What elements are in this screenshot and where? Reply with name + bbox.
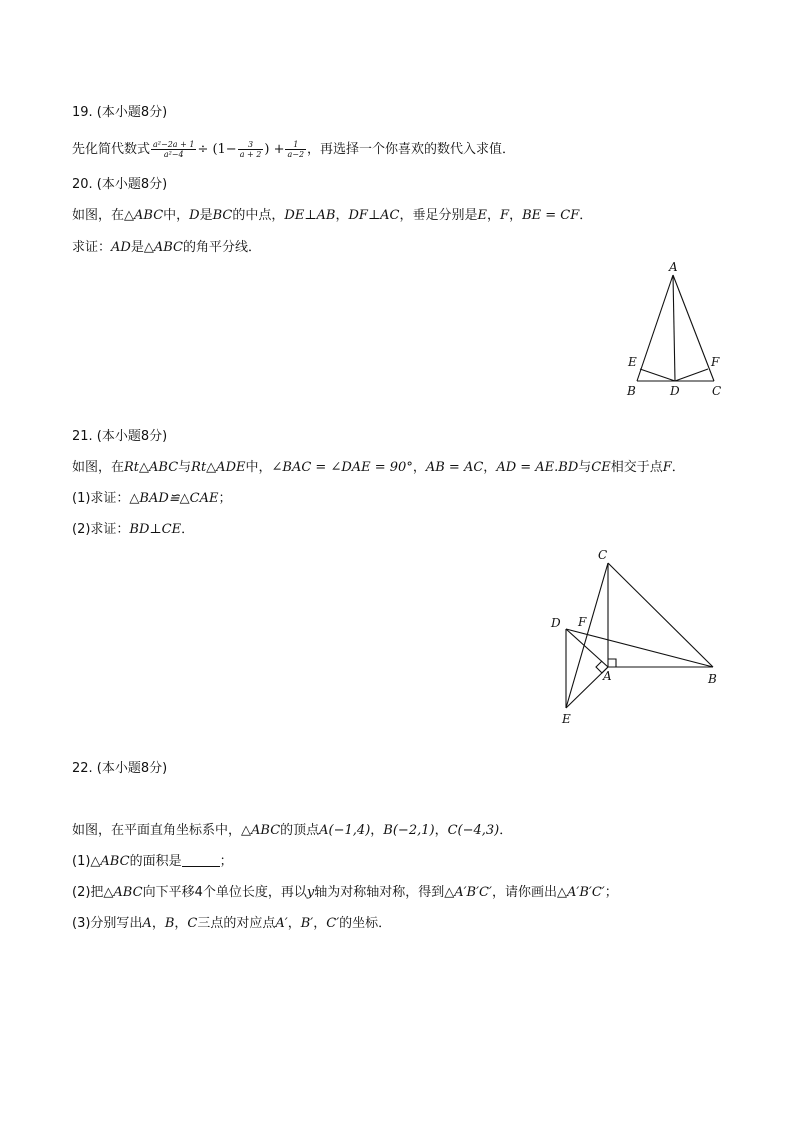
q22-math: △A′B′C′: [444, 885, 492, 900]
q19-frac3-numerator: 1: [285, 140, 306, 150]
q21-text: (2)求证：: [72, 522, 130, 537]
q22-math: C′: [326, 916, 340, 931]
q20-text: 如图，在: [72, 208, 125, 223]
q20-label-A: A: [669, 260, 678, 274]
q22-math: △ABC: [90, 854, 130, 869]
q20-text: ，: [335, 208, 349, 223]
q21-right-angle-mark-BAC: [608, 659, 616, 667]
q21-math: ∠BAC = ∠DAE = 90°: [271, 460, 413, 475]
q22-math: △A′B′C′: [556, 885, 605, 900]
q20-text: ，: [509, 208, 523, 223]
q20-text: 求证：: [72, 240, 112, 255]
q21-text: 与: [578, 460, 592, 475]
q22-text: (3)分别写出: [72, 916, 143, 931]
q21-label-D: D: [551, 616, 561, 630]
q20-text: 是: [199, 208, 213, 223]
q19-header: 19. (本小题8分): [72, 105, 168, 120]
q19-frac2-numerator: 3: [238, 140, 264, 150]
q22-math: A(−1,4): [319, 823, 371, 838]
q21-math: Rt△ABC: [124, 460, 179, 475]
q22-text: ，: [370, 823, 384, 838]
q22-line1: [72, 822, 512, 840]
q21-text: ，: [412, 460, 426, 475]
q21-text: ；: [218, 491, 232, 506]
q20-text: ，: [487, 208, 501, 223]
q19-mid: ) +: [264, 142, 285, 157]
q22-math: A′: [275, 916, 288, 931]
q22-part2: [72, 884, 618, 902]
q20-text: 中，: [163, 208, 190, 223]
q20-text: 的角平分线．: [182, 240, 261, 255]
q22-text: 的坐标．: [339, 916, 392, 931]
q22-math: △ABC: [103, 885, 143, 900]
q19-frac1-denominator: a²−4: [163, 150, 184, 159]
q21-text: 中，: [245, 460, 272, 475]
q21-text: 相交于点: [610, 460, 663, 475]
q19-prefix: 先化简代数式: [72, 142, 151, 157]
q22-math: C(−4,3): [447, 823, 500, 838]
q22-math: B: [164, 916, 175, 931]
q21-text: (1)求证：: [72, 491, 130, 506]
q22-text: 向下平移4个单位长度，再以: [142, 885, 307, 900]
q21-label-F: F: [578, 615, 587, 629]
q22-text: 的面积是: [129, 854, 182, 869]
q19-frac2-denominator: a + 2: [239, 150, 262, 159]
q20-label-B: B: [627, 384, 636, 398]
q22-part3: [72, 915, 391, 933]
q21-label-A: A: [603, 669, 612, 683]
q20-text: 是: [130, 240, 144, 255]
q21-text: 与: [178, 460, 192, 475]
q22-text: ，: [434, 823, 448, 838]
q20-label-F: F: [711, 355, 720, 369]
q21-text: ，: [483, 460, 497, 475]
q22-answer-blank[interactable]: [182, 854, 220, 867]
q21-text: ．: [671, 460, 685, 475]
q21-text: 如图，在: [72, 460, 125, 475]
q22-math: B′: [300, 916, 314, 931]
q22-math: y: [306, 885, 315, 900]
q22-text: ，: [174, 916, 188, 931]
q22-text: (2)把: [72, 885, 104, 900]
q19-frac3-denominator: a−2: [287, 150, 305, 159]
q21-label-B: B: [708, 672, 717, 686]
q20-math: DF⊥AC: [348, 208, 400, 223]
q21-segment-DB: [566, 629, 713, 667]
q21-math: AB = AC: [425, 460, 484, 475]
q20-label-E: E: [628, 355, 637, 369]
q21-text: ．: [181, 522, 195, 537]
q22-text: 如图，在平面直角坐标系中，: [72, 823, 242, 838]
q22-math: B(−2,1): [383, 823, 435, 838]
q21-math: F: [662, 460, 672, 475]
q22-math: C: [187, 916, 198, 931]
q21-math: △BAD≌△CAE: [129, 491, 219, 506]
q22-text: ；: [604, 885, 618, 900]
q22-text: 轴为对称轴对称，得到: [314, 885, 445, 900]
q21-segment-CE: [566, 563, 608, 708]
q21-segment-CB: [608, 563, 713, 667]
q20-math: F: [500, 208, 510, 223]
q21-math: BD⊥CE: [129, 522, 182, 537]
q21-math: CE: [591, 460, 611, 475]
q20-math: DE⊥AB: [284, 208, 336, 223]
q22-part1: [72, 853, 233, 871]
q20-text: ，垂足分别是: [399, 208, 478, 223]
q21-math: Rt△ADE: [191, 460, 246, 475]
q21-label-E: E: [562, 712, 571, 726]
q20-math: BC: [212, 208, 233, 223]
q20-math: D: [189, 208, 200, 223]
q20-text: 的中点，: [232, 208, 285, 223]
q22-header: 22. (本小题8分): [72, 761, 168, 776]
q22-text: ，: [151, 916, 165, 931]
q20-math: BE = CF: [522, 208, 580, 223]
q21-header: 21. (本小题8分): [72, 429, 168, 444]
q22-text: ，: [287, 916, 301, 931]
q22-text: ，请你画出: [491, 885, 557, 900]
q22-text: 三点的对应点: [197, 916, 276, 931]
q20-label-C: C: [712, 384, 722, 398]
q20-math: E: [477, 208, 488, 223]
q21-math: AD = AE.BD: [496, 460, 579, 475]
q22-text: ，: [313, 916, 327, 931]
q20-math: AD: [111, 240, 131, 255]
q20-math: △ABC: [124, 208, 164, 223]
q19-suffix: ，再选择一个你喜欢的数代入求值．: [307, 142, 516, 157]
q22-text: ；: [219, 854, 233, 869]
q20-text: ．: [579, 208, 593, 223]
q20-label-D: D: [670, 384, 680, 398]
q19-div-sign: ÷ (1−: [197, 142, 237, 157]
q19-frac1-numerator: a²−2a + 1: [153, 140, 195, 149]
q22-text: 的顶点: [280, 823, 320, 838]
q22-math: △ABC: [241, 823, 281, 838]
q20-math: △ABC: [143, 240, 183, 255]
q22-text: (1): [72, 854, 91, 869]
q22-math: A: [142, 916, 152, 931]
q20-header: 20. (本小题8分): [72, 177, 168, 192]
q21-label-C: C: [598, 548, 608, 562]
q22-text: ．: [499, 823, 513, 838]
